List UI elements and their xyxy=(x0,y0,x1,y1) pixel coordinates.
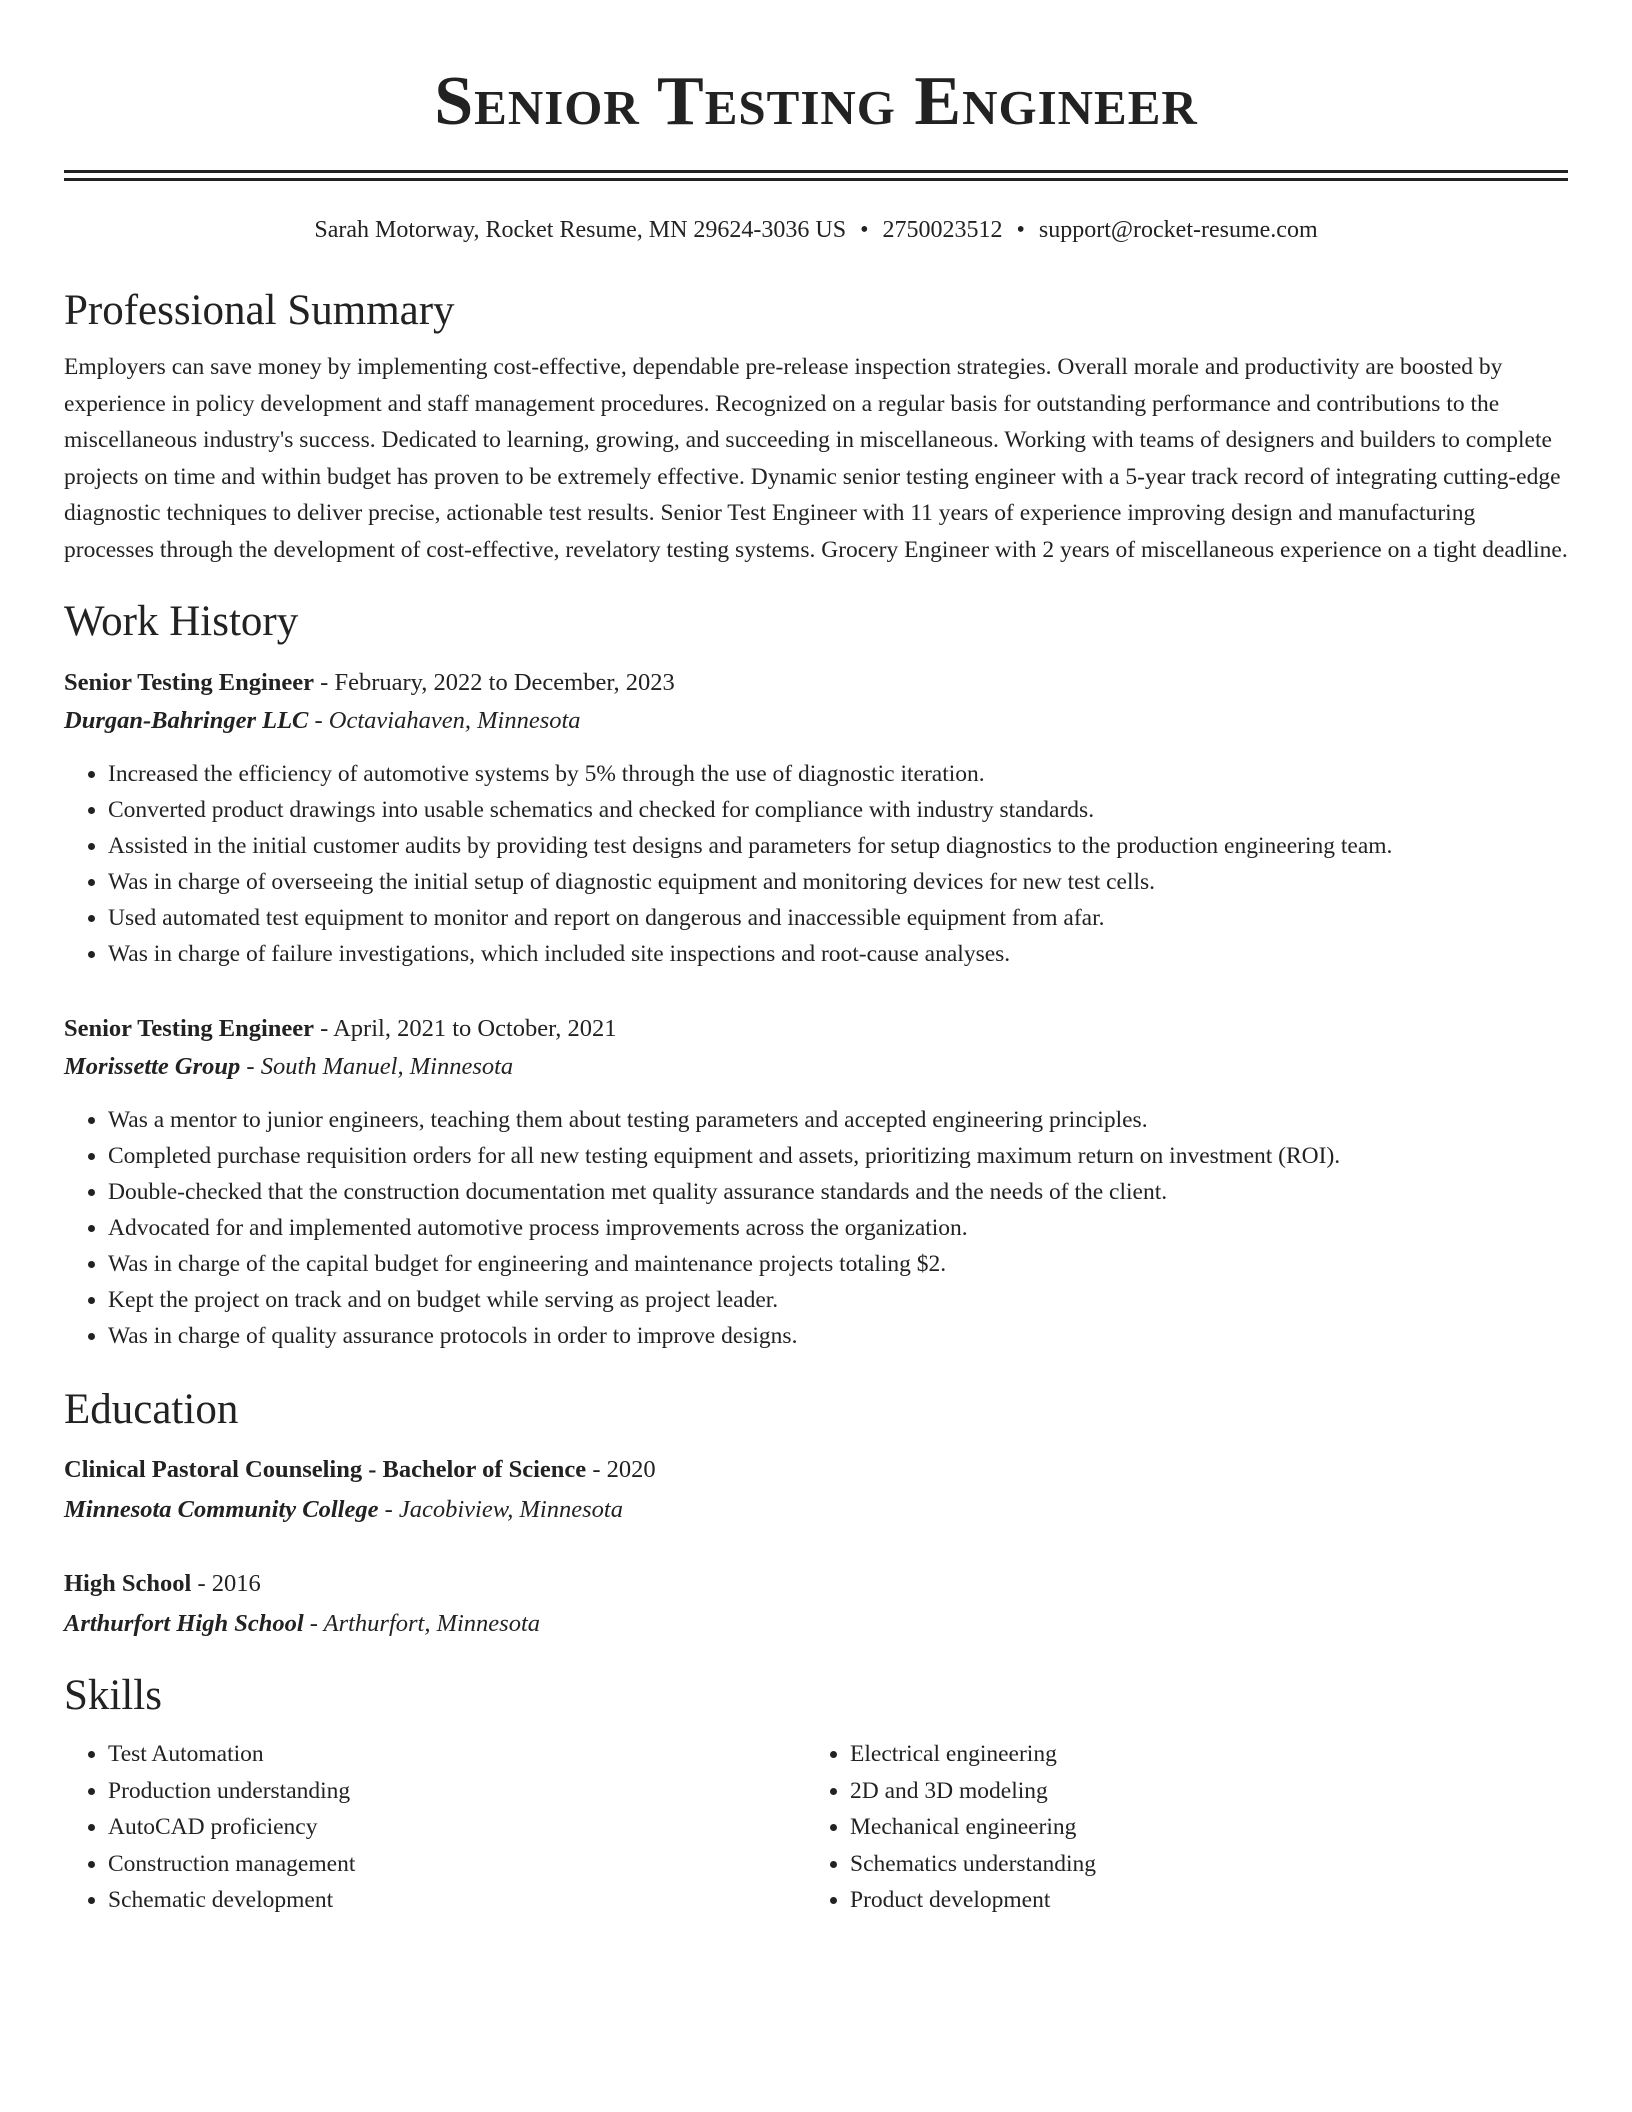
job-bullet: • Was in charge of overseeing the initial setup of diagnostic equipment and monitoring devices for new test cells. xyxy=(108,864,1568,900)
contact-separator: • xyxy=(1016,217,1025,243)
job-location: - Octaviahaven, Minnesota xyxy=(308,707,581,734)
education-header xyxy=(64,1564,1568,1604)
contact-address: Sarah Motorway, Rocket Resume, MN 29624-3036 US xyxy=(314,217,847,243)
work-history-heading: Work History xyxy=(64,598,299,645)
education-entry xyxy=(64,1450,1568,1530)
job-location: - South Manuel, Minnesota xyxy=(240,1053,514,1080)
job-bullet: • Converted product drawings into usable schematics and checked for compliance with industry standards. xyxy=(108,792,1568,828)
skills-column-right xyxy=(806,1736,1548,1919)
contact-line xyxy=(64,215,1568,245)
job-bullet: • Was in charge of the capital budget for engineering and maintenance projects totaling $2. xyxy=(108,1246,1568,1282)
education-degree: High School xyxy=(64,1570,192,1597)
contact-email: support@rocket-resume.com xyxy=(1038,217,1318,243)
skill-item: • Product development xyxy=(850,1882,1548,1919)
skill-item: • Test Automation xyxy=(108,1736,806,1773)
education-school-line xyxy=(64,1604,1568,1644)
job-bullet: • Double-checked that the construction documentation met quality assurance standards and the needs of the client. xyxy=(108,1174,1568,1210)
job-bullet: • Increased the efficiency of automotive systems by 5% through the use of diagnostic iteration. xyxy=(108,756,1568,792)
skill-item: • AutoCAD proficiency xyxy=(108,1809,806,1846)
job-company: Durgan-Bahringer LLC xyxy=(64,707,309,734)
job-bullet: • Was a mentor to junior engineers, teaching them about testing parameters and accepted engineering principles. xyxy=(108,1102,1568,1138)
skill-item: • Schematic development xyxy=(108,1882,806,1919)
summary-text: Employers can save money by implementing cost-effective, dependable pre-release inspection strategies. Overall morale and productivity are boosted by experience in policy development and staff management procedures. Recognized on a regular basis for outstanding performance and contributions to the miscellaneous industry's success. Dedicated to learning, growing, and succeeding in miscellaneous. Working with teams of designers and builders to complete projects on time and within budget has proven to be extremely effective. Dynamic senior testing engineer with a 5-year track record of integrating cutting-edge diagnostic techniques to deliver precise, actionable test results. Senior Test Engineer with 11 years of experience improving design and manufacturing processes through the development of cost-effective, revelatory testing systems. Grocery Engineer with 2 years of miscellaneous experience on a tight deadline. xyxy=(64,354,1568,563)
job-role: Senior Testing Engineer xyxy=(64,1015,315,1042)
contact-phone: 2750023512 xyxy=(882,217,1003,243)
education-degree: Clinical Pastoral Counseling - Bachelor of Science xyxy=(64,1456,587,1483)
job-bullet: • Completed purchase requisition orders for all new testing equipment and assets, prioritizing maximum return on investment (ROI). xyxy=(108,1138,1568,1174)
education-heading: Education xyxy=(64,1386,239,1433)
skill-item: • 2D and 3D modeling xyxy=(850,1773,1548,1810)
job-entry xyxy=(64,664,1568,972)
job-role: Senior Testing Engineer xyxy=(64,669,315,696)
skill-item: • Electrical engineering xyxy=(850,1736,1548,1773)
skill-item: • Production understanding xyxy=(108,1773,806,1810)
education-year: - 2016 xyxy=(191,1570,261,1597)
resume-title: Senior Testing Engineer xyxy=(434,63,1198,140)
summary-heading: Professional Summary xyxy=(64,287,455,334)
job-bullet: • Kept the project on track and on budget while serving as project leader. xyxy=(108,1282,1568,1318)
job-bullet: • Assisted in the initial customer audits by providing test designs and parameters for setup diagnostics to the production engineering team. xyxy=(108,828,1568,864)
job-bullet: • Advocated for and implemented automotive process improvements across the organization. xyxy=(108,1210,1568,1246)
education-school: Minnesota Community College xyxy=(64,1496,379,1523)
job-bullet: • Was in charge of failure investigations, which included site inspections and root-cause analyses. xyxy=(108,936,1568,972)
skill-item: • Mechanical engineering xyxy=(850,1809,1548,1846)
skill-item: • Construction management xyxy=(108,1846,806,1883)
job-company: Morissette Group xyxy=(64,1053,241,1080)
skills-column-left xyxy=(64,1736,806,1919)
job-bullets xyxy=(64,1102,1568,1354)
education-school-line xyxy=(64,1490,1568,1530)
job-header xyxy=(64,664,1568,702)
contact-separator: • xyxy=(860,217,869,243)
skills-heading: Skills xyxy=(64,1672,162,1719)
education-location: - Arthurfort, Minnesota xyxy=(303,1610,541,1637)
job-header xyxy=(64,1010,1568,1048)
education-entry xyxy=(64,1564,1568,1644)
education-year: - 2020 xyxy=(586,1456,656,1483)
job-company-line xyxy=(64,702,1568,740)
job-dates: - April, 2021 to October, 2021 xyxy=(314,1015,617,1042)
education-location: - Jacobiview, Minnesota xyxy=(378,1496,623,1523)
job-bullet: • Used automated test equipment to monitor and report on dangerous and inaccessible equipment from afar. xyxy=(108,900,1568,936)
job-dates: - February, 2022 to December, 2023 xyxy=(314,669,675,696)
skills-grid xyxy=(64,1736,1568,1919)
job-bullets xyxy=(64,756,1568,972)
title-divider-top xyxy=(64,170,1568,173)
skill-item: • Schematics understanding xyxy=(850,1846,1548,1883)
education-school: Arthurfort High School xyxy=(64,1610,304,1637)
title-divider-bottom xyxy=(64,178,1568,181)
job-entry xyxy=(64,1010,1568,1354)
job-company-line xyxy=(64,1048,1568,1086)
job-bullet: • Was in charge of quality assurance protocols in order to improve designs. xyxy=(108,1318,1568,1354)
education-header xyxy=(64,1450,1568,1490)
